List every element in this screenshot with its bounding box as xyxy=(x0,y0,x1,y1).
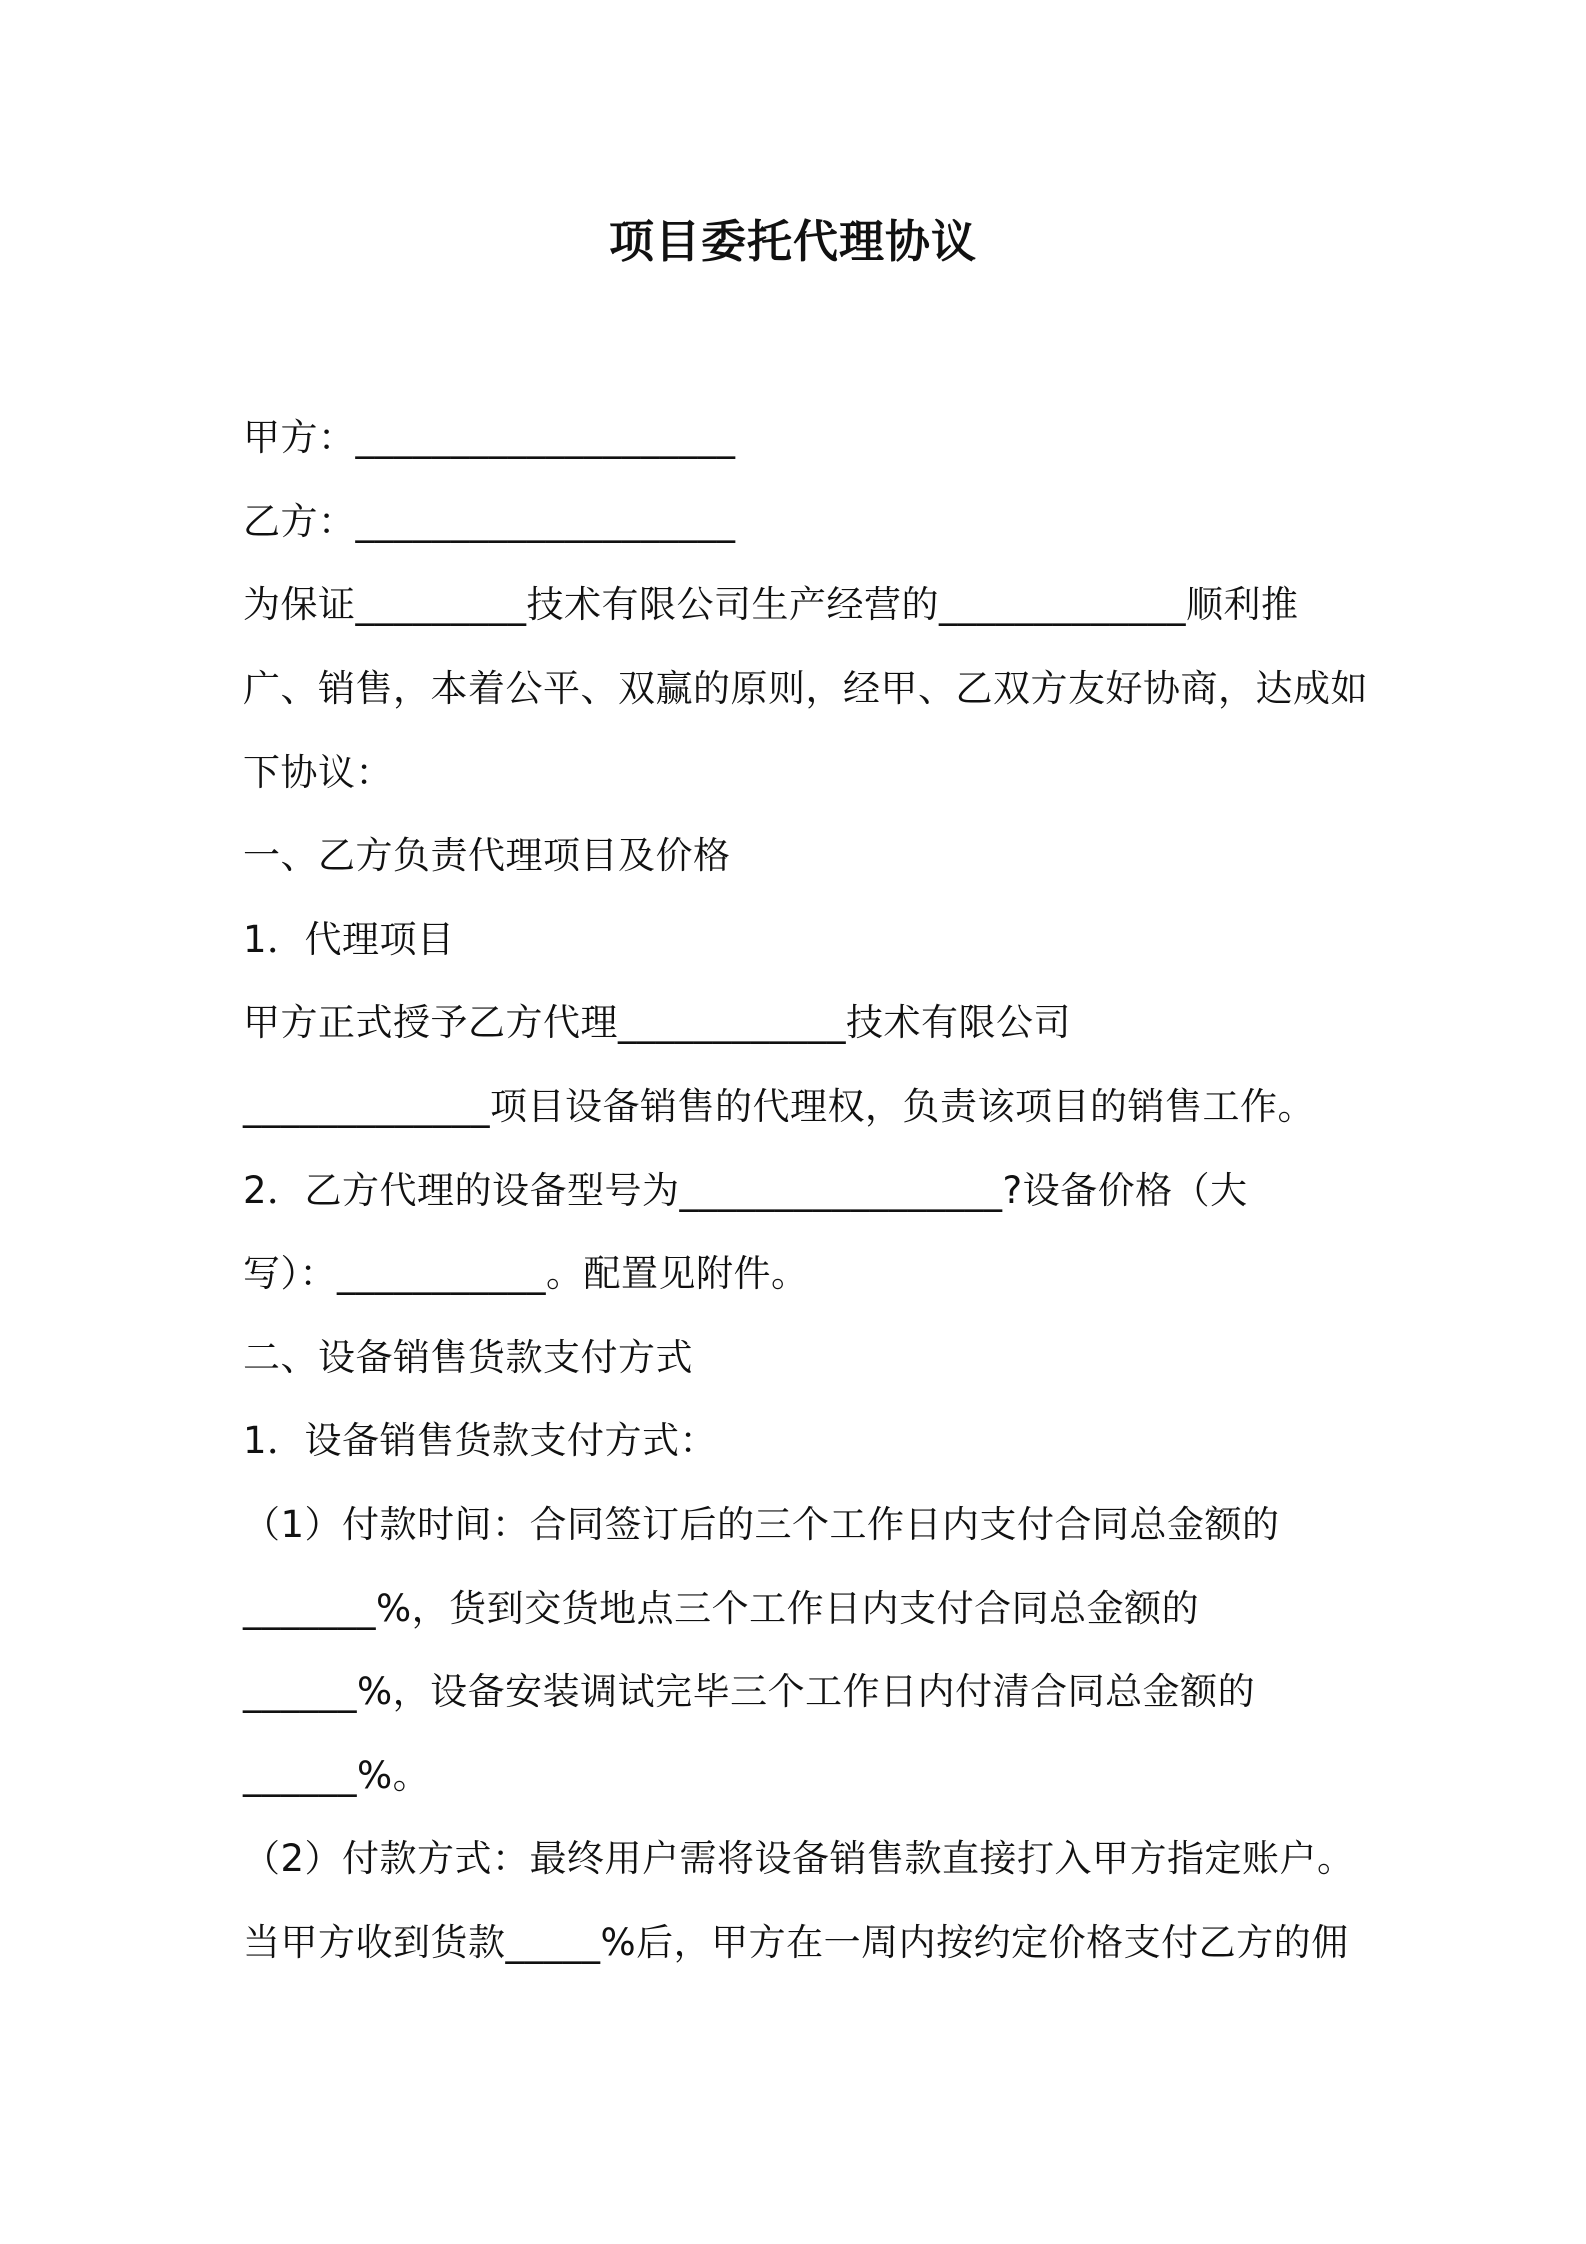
section-2-heading: 二、设备销售货款支付方式 xyxy=(243,1336,693,1379)
payment-method-line-2: 当甲方收到货款_____%后，甲方在一周内按约定价格支付乙方的佣 xyxy=(243,1921,1349,1964)
document-title: 项目委托代理协议 xyxy=(608,215,977,268)
item-2-text-line-1: 2．乙方代理的设备型号为_________________?设备价格（大 xyxy=(243,1169,1248,1212)
item-1-text-line-2: _____________项目设备销售的代理权，负责该项目的销售工作。 xyxy=(243,1085,1315,1128)
payment-time-line-1: （1）付款时间：合同签订后的三个工作日内支付合同总金额的 xyxy=(243,1503,1280,1546)
payment-time-line-3: ______%，设备安装调试完毕三个工作日内付清合同总金额的 xyxy=(243,1670,1256,1713)
section-1-heading: 一、乙方负责代理项目及价格 xyxy=(243,834,731,877)
preamble-line-3: 下协议： xyxy=(243,751,393,794)
preamble-line-1: 为保证_________技术有限公司生产经营的_____________顺利推 xyxy=(243,583,1299,626)
payment-heading: 1．设备销售货款支付方式： xyxy=(243,1419,718,1462)
preamble-line-2: 广、销售，本着公平、双赢的原则，经甲、乙双方友好协商，达成如 xyxy=(243,667,1368,710)
party-b-line: 乙方：____________________ xyxy=(243,500,736,543)
item-2-text-line-2: 写）：___________。配置见附件。 xyxy=(243,1252,809,1295)
item-1-text-line-1: 甲方正式授予乙方代理____________技术有限公司 xyxy=(243,1001,1071,1044)
payment-time-line-2: _______%，货到交货地点三个工作日内支付合同总金额的 xyxy=(243,1587,1200,1630)
payment-time-line-4: ______%。 xyxy=(243,1754,431,1797)
party-a-line: 甲方：____________________ xyxy=(243,416,736,459)
payment-method-line-1: （2）付款方式：最终用户需将设备销售款直接打入甲方指定账户。 xyxy=(243,1837,1355,1880)
item-1-heading: 1．代理项目 xyxy=(243,918,455,961)
